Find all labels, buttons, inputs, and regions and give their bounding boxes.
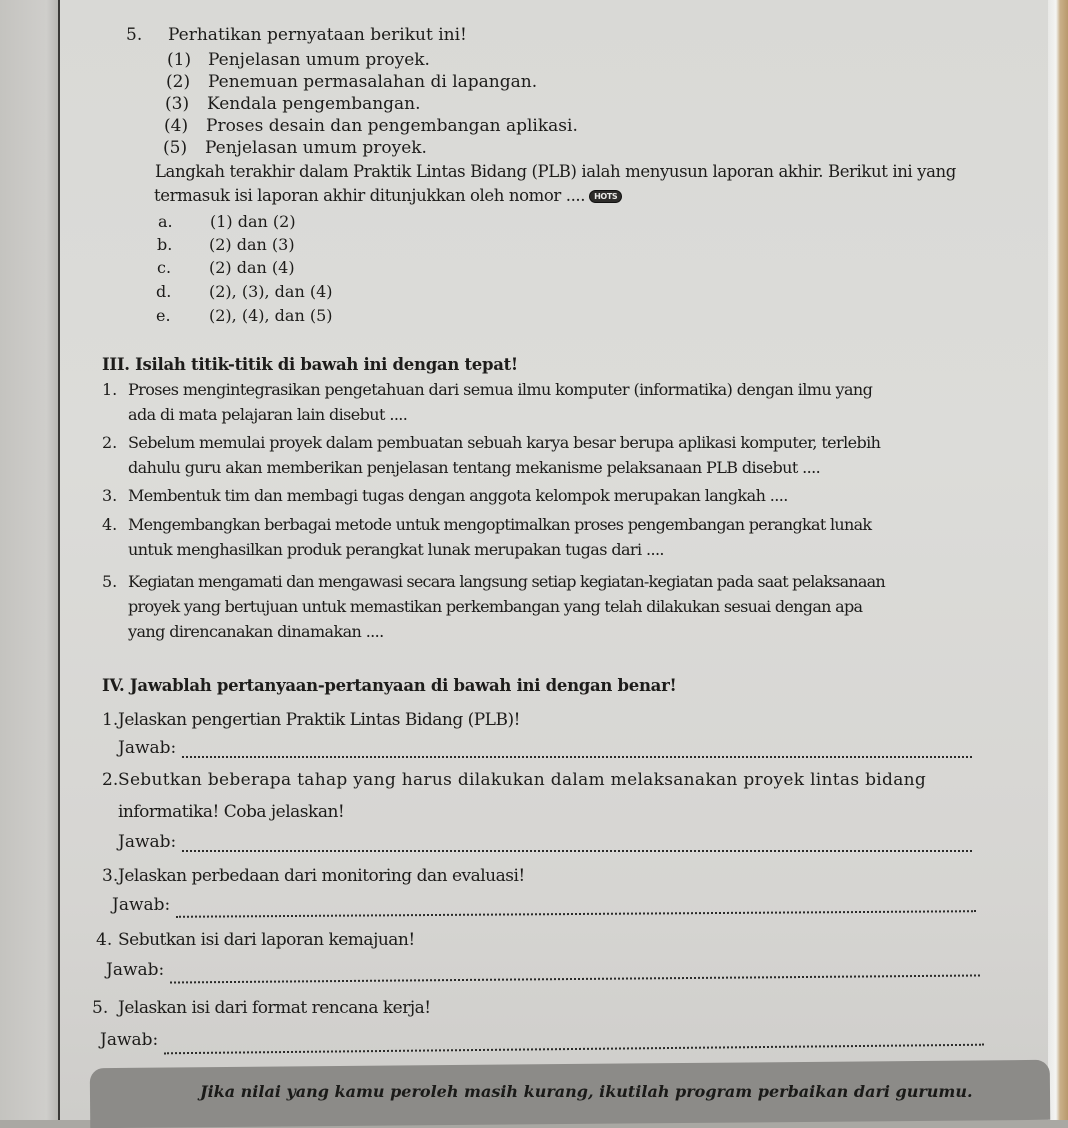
statement-text: Proses desain dan pengembangan aplikasi.	[206, 116, 578, 136]
statement-text: Penjelasan umum proyek.	[205, 138, 427, 158]
item-text: ada di mata pelajaran lain disebut ....	[128, 405, 408, 424]
item-text: untuk menghasilkan produk perangkat lunak merupakan tugas dari ....	[128, 540, 664, 559]
item-text: dahulu guru akan memberikan penjelasan tentang mekanisme pelaksanaan PLB disebut ....	[128, 458, 821, 477]
option-text: (1) dan (2)	[210, 212, 296, 231]
item-text: Jelaskan pengertian Praktik Lintas Bidang (PLB)!	[118, 710, 520, 730]
item-number: 2.	[102, 433, 118, 452]
item-text: Jelaskan isi dari format rencana kerja!	[118, 998, 431, 1018]
answer-row	[118, 738, 972, 758]
answer-label: Jawab:	[118, 738, 177, 758]
statement-label: (1)	[167, 50, 192, 70]
statement-label: (2)	[166, 72, 191, 92]
footer-note: Jika nilai yang kamu peroleh masih kurang, ikutilah program perbaikan dari gurumu.	[200, 1082, 973, 1101]
item-text: proyek yang bertujuan untuk memastikan perkembangan yang telah dilakukan sesuai dengan apa	[128, 597, 863, 616]
statement-label: (5)	[163, 138, 188, 158]
item-number: 4.	[102, 515, 118, 534]
page-stack-edge	[1048, 0, 1068, 1120]
option-letter: a.	[158, 212, 173, 231]
item-number: 3.	[102, 486, 118, 505]
item-text: Kegiatan mengamati dan mengawasi secara langsung setiap kegiatan-kegiatan pada saat pelaksanaan	[128, 572, 885, 591]
question-text: Langkah terakhir dalam Praktik Lintas Bidang (PLB) ialah menyusun laporan akhir. Berikut ini yang	[155, 162, 956, 181]
option-letter: d.	[156, 282, 172, 301]
answer-label: Jawab:	[106, 960, 165, 980]
section-heading: IV. Jawablah pertanyaan-pertanyaan di bawah ini dengan benar!	[102, 676, 677, 695]
answer-label: Jawab:	[112, 895, 171, 915]
option-text: (2) dan (3)	[209, 235, 295, 254]
item-text: Sebelum memulai proyek dalam pembuatan sebuah karya besar berupa aplikasi komputer, terlebih	[128, 433, 881, 452]
option-letter: e.	[156, 306, 171, 325]
adjacent-page-edge	[0, 0, 60, 1120]
item-text: Sebutkan isi dari laporan kemajuan!	[118, 930, 415, 950]
statement-text: Penemuan permasalahan di lapangan.	[208, 72, 538, 92]
item-number: 5.	[92, 998, 109, 1018]
answer-label: Jawab:	[100, 1030, 159, 1050]
answer-row	[106, 960, 980, 980]
statement-text: Penjelasan umum proyek.	[208, 50, 430, 70]
item-number: 5.	[102, 572, 118, 591]
item-number: 1.	[102, 710, 119, 730]
answer-blank[interactable]	[182, 755, 972, 758]
answer-row	[112, 895, 976, 915]
option-text: (2), (4), dan (5)	[209, 306, 333, 325]
option-letter: b.	[157, 235, 173, 254]
item-text: Membentuk tim dan membagi tugas dengan anggota kelompok merupakan langkah ....	[128, 486, 788, 505]
statement-text: Kendala pengembangan.	[207, 94, 421, 114]
answer-label: Jawab:	[118, 832, 177, 852]
question-prompt: Perhatikan pernyataan berikut ini!	[168, 25, 467, 45]
item-number: 4.	[96, 930, 113, 950]
item-number: 3.	[102, 866, 119, 886]
item-text: Jelaskan perbedaan dari monitoring dan evaluasi!	[118, 866, 525, 886]
question-number: 5.	[126, 25, 143, 45]
item-text: Mengembangkan berbagai metode untuk mengoptimalkan proses pengembangan perangkat lunak	[128, 515, 872, 534]
item-text: Proses mengintegrasikan pengetahuan dari semua ilmu komputer (informatika) dengan ilmu yang	[128, 380, 873, 399]
item-number: 2.	[102, 770, 119, 790]
item-text: yang direncanakan dinamakan ....	[128, 622, 384, 641]
section-heading: III. Isilah titik-titik di bawah ini dengan tepat!	[102, 355, 518, 374]
option-text: (2) dan (4)	[209, 258, 295, 277]
question-text: termasuk isi laporan akhir ditunjukkan oleh nomor ....	[154, 186, 586, 205]
statement-label: (4)	[164, 116, 189, 136]
item-number: 1.	[102, 380, 118, 399]
answer-row	[118, 832, 972, 852]
option-letter: c.	[157, 258, 172, 277]
hots-badge: HOTS	[589, 190, 622, 203]
statement-label: (3)	[165, 94, 190, 114]
item-text: Sebutkan beberapa tahap yang harus dilakukan dalam melaksanakan proyek lintas bidang	[118, 770, 927, 790]
answer-blank[interactable]	[182, 849, 972, 852]
option-text: (2), (3), dan (4)	[209, 282, 333, 301]
item-text: informatika! Coba jelaskan!	[118, 802, 345, 822]
answer-row	[100, 1030, 984, 1050]
